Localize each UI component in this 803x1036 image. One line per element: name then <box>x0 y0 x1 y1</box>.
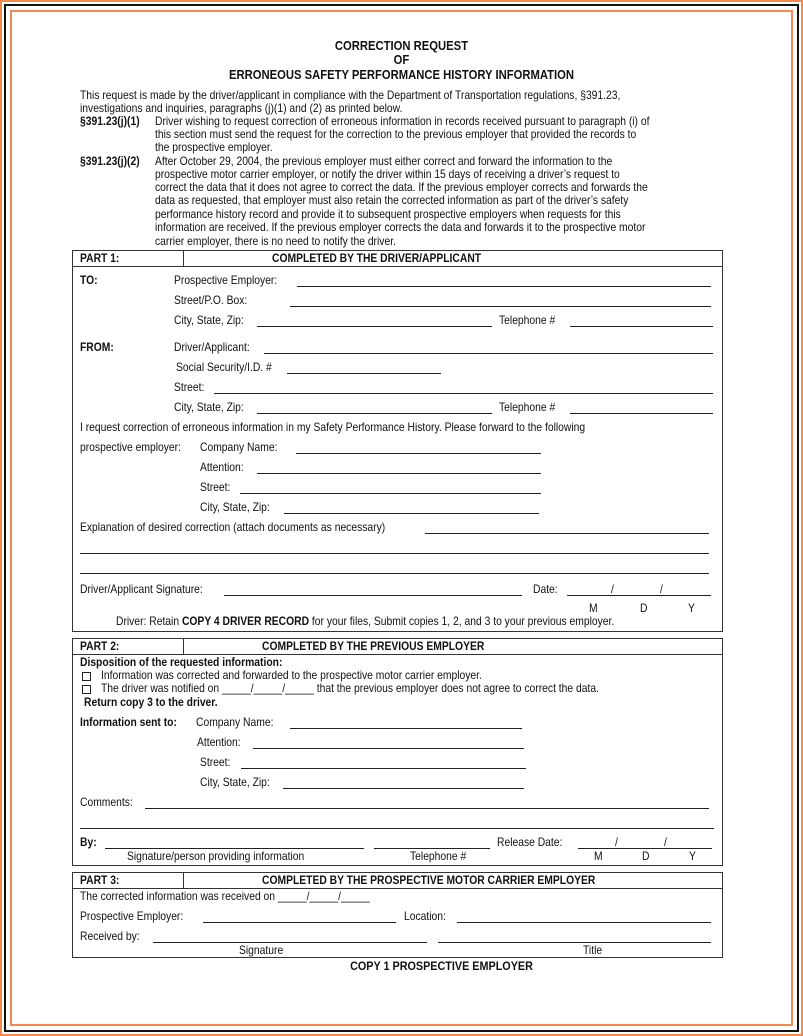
received-by-label: Received by: <box>80 929 140 943</box>
signature-field[interactable] <box>224 595 522 596</box>
to-telephone-field[interactable] <box>570 326 713 327</box>
comments-line[interactable] <box>80 828 714 829</box>
day-label: D <box>642 849 650 863</box>
driver-applicant-field[interactable] <box>264 353 713 354</box>
part3-label: PART 3: <box>80 873 120 887</box>
j2-line: data as requested, that employer must also retain the corrected information as part of the driver’s safety <box>155 193 629 207</box>
j1-line: Driver wishing to request correction of erroneous information in records received pursuant to paragraph (i) of <box>155 114 650 128</box>
street-label: Street: <box>200 480 231 494</box>
part2-heading: COMPLETED BY THE PREVIOUS EMPLOYER <box>262 639 485 653</box>
attention-field[interactable] <box>257 473 541 474</box>
title-caption: Title <box>583 943 603 957</box>
sent-to-label: Information sent to: <box>80 715 177 729</box>
date-label: Date: <box>533 582 558 596</box>
location-field[interactable] <box>457 922 711 923</box>
section-j2-label: §391.23(j)(2) <box>80 154 140 168</box>
date-slash: / <box>660 582 663 596</box>
prospective-employer-field[interactable] <box>297 286 711 287</box>
retain-note: Driver: Retain COPY 4 DRIVER RECORD for your files, Submit copies 1, 2, and 3 to your previous employer. <box>116 614 615 628</box>
signature-caption: Signature/person providing information <box>127 849 305 863</box>
part3-heading: COMPLETED BY THE PROSPECTIVE MOTOR CARRIER EMPLOYER <box>262 873 596 887</box>
street-label: Street: <box>200 755 231 769</box>
part1-label: PART 1: <box>80 251 120 265</box>
date-field[interactable] <box>567 595 711 596</box>
release-date-label: Release Date: <box>497 835 563 849</box>
received-by-title-field[interactable] <box>438 942 711 943</box>
part2-label: PART 2: <box>80 639 120 653</box>
by-label: By: <box>80 835 97 849</box>
to-label: TO: <box>80 273 98 287</box>
intro-line: investigations and inquiries, paragraphs (j)(1) and (2) as printed below. <box>80 101 403 115</box>
prospective-employer-text: prospective employer: <box>80 440 181 454</box>
from-label: FROM: <box>80 340 114 354</box>
disposition-label: Disposition of the requested information: <box>80 655 283 669</box>
copy-footer: COPY 1 PROSPECTIVE EMPLOYER <box>350 959 533 973</box>
j1-line: the prospective employer. <box>155 140 273 154</box>
city-label: City, State, Zip: <box>200 500 270 514</box>
location-label: Location: <box>404 909 446 923</box>
j2-line: After October 29, 2004, the previous employer must either correct and forward the information to the <box>155 154 613 168</box>
attention-label: Attention: <box>200 460 244 474</box>
company-name-label: Company Name: <box>196 715 274 729</box>
p2-city-field[interactable] <box>283 788 524 789</box>
street-po-field[interactable] <box>290 306 711 307</box>
option-corrected: Information was corrected and forwarded to the prospective motor carrier employer. <box>101 668 482 682</box>
driver-applicant-label: Driver/Applicant: <box>174 340 250 354</box>
company-name-field[interactable] <box>296 453 541 454</box>
city-label: City, State, Zip: <box>174 400 244 414</box>
comments-label: Comments: <box>80 795 133 809</box>
from-telephone-field[interactable] <box>570 413 713 414</box>
p2-street-field[interactable] <box>241 768 526 769</box>
j1-line: this section must send the request for the correction to the previous employer that provided the records to <box>155 127 637 141</box>
date-slash: / <box>615 835 618 849</box>
j2-line: prospective motor carrier employer, or notify the driver within 15 days of receiving a driver’s request to <box>155 167 620 181</box>
from-city-field[interactable] <box>257 413 492 414</box>
telephone-caption: Telephone # <box>410 849 467 863</box>
part1-heading: COMPLETED BY THE DRIVER/APPLICANT <box>272 251 482 265</box>
to-city-field[interactable] <box>257 326 492 327</box>
explanation-line[interactable] <box>80 553 709 554</box>
street-field[interactable] <box>240 493 541 494</box>
date-slash: / <box>664 835 667 849</box>
attention-label: Attention: <box>197 735 241 749</box>
telephone-label: Telephone # <box>499 400 556 414</box>
street-po-label: Street/P.O. Box: <box>174 293 248 307</box>
month-label: M <box>594 849 603 863</box>
j2-line: information are received. If the previous employer corrects the data and forwards it to the prospective motor <box>155 220 646 234</box>
city-field[interactable] <box>284 513 539 514</box>
title-line-3: ERRONEOUS SAFETY PERFORMANCE HISTORY INFORMATION <box>228 68 575 82</box>
title-line-1: CORRECTION REQUEST <box>334 39 469 53</box>
received-by-signature-field[interactable] <box>153 942 427 943</box>
request-text: I request correction of erroneous information in my Safety Performance History. Please forward to the following <box>80 420 586 434</box>
comments-field[interactable] <box>145 808 709 809</box>
city-label: City, State, Zip: <box>174 313 244 327</box>
received-on-text: The corrected information was received on _____/_____/_____ <box>80 889 370 903</box>
checkbox-corrected[interactable] <box>82 672 91 681</box>
signature-label: Driver/Applicant Signature: <box>80 582 203 596</box>
return-note: Return copy 3 to the driver. <box>84 695 218 709</box>
option-notified: The driver was notified on _____/_____/_____ that the previous employer does not agree to correct the data. <box>101 681 599 695</box>
section-j1-label: §391.23(j)(1) <box>80 114 140 128</box>
intro-line: This request is made by the driver/applicant in compliance with the Department of Transportation regulations, §391.23, <box>80 88 621 102</box>
j2-line: carrier employer, there is no need to notify the driver. <box>155 234 396 248</box>
city-label: City, State, Zip: <box>200 775 270 789</box>
signature-caption: Signature <box>239 943 284 957</box>
j2-line: performance history record and provide it to subsequent prospective employers when requests for this <box>155 207 621 221</box>
explanation-line[interactable] <box>80 573 709 574</box>
p2-attention-field[interactable] <box>253 748 524 749</box>
year-label: Y <box>688 601 695 615</box>
from-street-field[interactable] <box>214 393 713 394</box>
prospective-employer-label: Prospective Employer: <box>80 909 184 923</box>
j2-line: correct the data that it does not agree to correct the data. If the previous employer corrects and forwards the <box>155 180 648 194</box>
ssn-field[interactable] <box>287 373 441 374</box>
month-label: M <box>589 601 598 615</box>
p3-employer-field[interactable] <box>203 922 396 923</box>
title-line-2: OF <box>393 53 410 67</box>
p2-company-field[interactable] <box>290 728 522 729</box>
prospective-employer-label: Prospective Employer: <box>174 273 278 287</box>
company-name-label: Company Name: <box>200 440 278 454</box>
explanation-field[interactable] <box>425 533 709 534</box>
ssn-label: Social Security/I.D. # <box>176 360 272 374</box>
year-label: Y <box>689 849 696 863</box>
checkbox-notified[interactable] <box>82 685 91 694</box>
day-label: D <box>640 601 648 615</box>
date-slash: / <box>611 582 614 596</box>
explanation-label: Explanation of desired correction (attach documents as necessary) <box>80 520 386 534</box>
telephone-label: Telephone # <box>499 313 556 327</box>
street-label: Street: <box>174 380 205 394</box>
